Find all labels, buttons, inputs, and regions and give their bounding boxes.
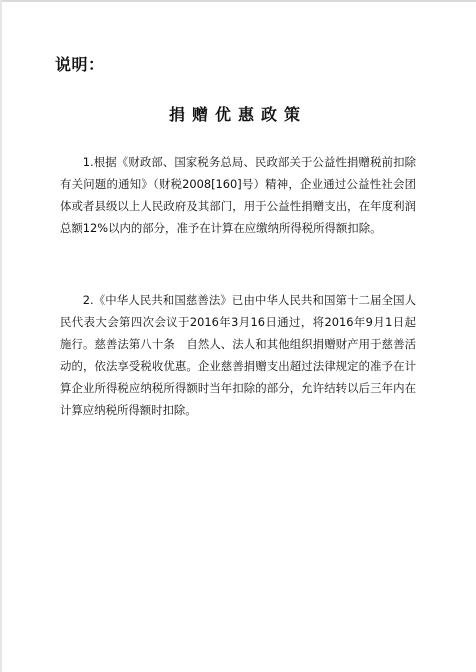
explanation-heading: 说明： — [55, 55, 105, 74]
page-top-edge — [0, 0, 476, 2]
paragraph-2: 2.《中华人民共和国慈善法》已由中华人民共和国第十二届全国人民代表大会第四次会议于2016年3月16日通过，将2016年9月1日起施行。慈善法第八十条 自然人、法人和其他组织捐赠财产用于慈善活动的，依法享受税收优惠。企业慈善捐赠支出超过法律规定的准予在计算企业所得税应纳税所得额时当年扣除的部分，允许结转以后三年内在计算应纳税所得额时扣除。 — [60, 293, 416, 417]
page-left-edge — [0, 0, 2, 672]
paragraph-1: 1.根据《财政部、国家税务总局、民政部关于公益性捐赠税前扣除有关问题的通知》（财税2008[160]号）精神，企业通过公益性社会团体或者县级以上人民政府及其部门，用于公益性捐赠支出，在年度利润总额12%以内的部分，准予在计算在应缴纳所得税所得额扣除。 — [60, 155, 416, 235]
document-title: 捐赠优惠政策 — [168, 105, 307, 124]
